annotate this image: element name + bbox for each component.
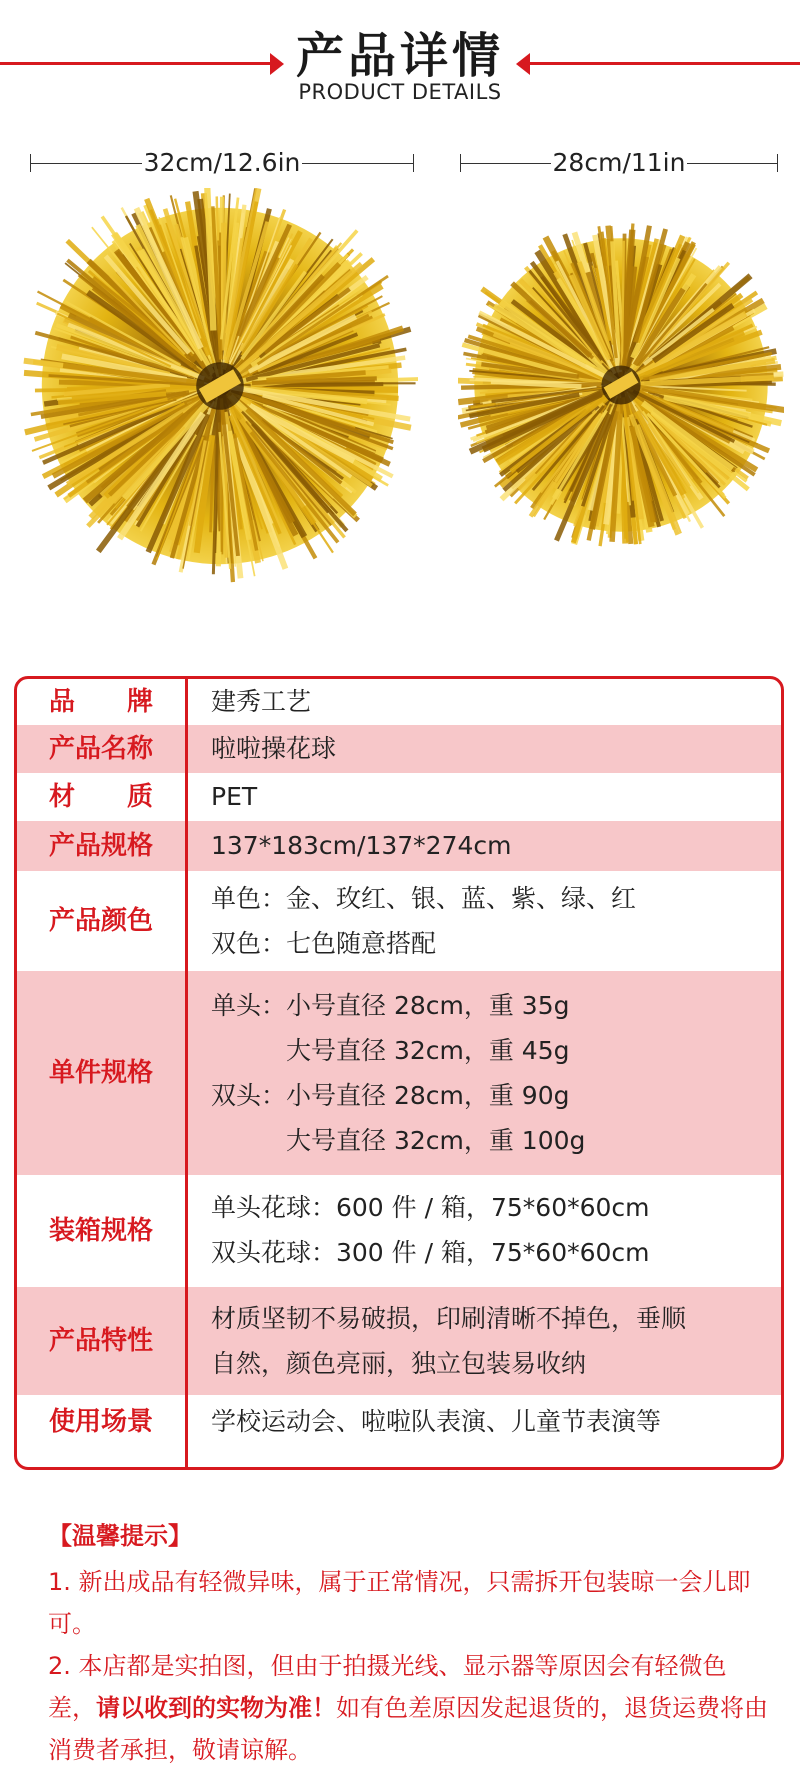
table-row [17, 821, 784, 871]
dimension-small [460, 148, 778, 178]
row-value [211, 1185, 650, 1275]
dimension-large-label: 32cm/12.6in [143, 148, 301, 177]
tips-emphasis: 请以收到的实物为准！ [96, 1694, 336, 1722]
value-line: 双头：小号直径 28cm，重 90g [211, 1081, 570, 1110]
table-row [17, 773, 784, 821]
table-row [17, 871, 784, 971]
row-label-features: 产品特性 [48, 1326, 153, 1356]
value-line: PET [211, 782, 258, 811]
row-label-packing: 装箱规格 [48, 1216, 153, 1246]
row-value [211, 1399, 661, 1444]
row-value [211, 774, 257, 819]
row-label-unit-spec: 单件规格 [48, 1058, 153, 1088]
row-label-brand: 品 牌 [48, 687, 153, 717]
section-header [0, 0, 800, 120]
header-rule-right [528, 62, 800, 65]
value-line: 单头花球：600 件 / 箱，75*60*60cm [211, 1193, 650, 1222]
dimension-label-wrap [30, 148, 414, 178]
table-row [17, 1287, 784, 1395]
pompom-large-image [22, 188, 418, 584]
value-line: 自然，颜色亮丽，独立包装易收纳 [211, 1349, 587, 1378]
value-line: 啦啦操花球 [211, 734, 337, 763]
dimension-large [30, 148, 414, 178]
tips-line-2-tail: 如有色差原因发起退货的，退货运费将由消费者承担，敬请谅解。 [48, 1694, 768, 1764]
value-line: 单头：小号直径 28cm，重 35g [211, 991, 570, 1020]
table-row [17, 679, 784, 725]
value-line: 双色：七色随意搭配 [211, 929, 437, 958]
dimension-small-label: 28cm/11in [552, 148, 686, 177]
row-value [211, 1296, 686, 1386]
row-value [211, 823, 512, 868]
value-line: 材质坚韧不易破损，印刷清晰不掉色，垂顺 [211, 1304, 687, 1333]
value-line: 大号直径 32cm，重 100g [211, 1126, 586, 1155]
tips-line-2-text: 2. 本店都是实拍图，但由于拍摄光线、显示器等原因会有轻微色差， [48, 1652, 727, 1722]
value-line: 建秀工艺 [211, 687, 312, 716]
table-row [17, 1175, 784, 1287]
tips-line-2 [48, 1645, 768, 1771]
row-value [211, 726, 336, 771]
value-line: 双头花球：300 件 / 箱，75*60*60cm [211, 1238, 650, 1267]
page-title: 产品详情 [295, 28, 504, 84]
dimension-label-wrap [460, 148, 778, 178]
row-value [211, 876, 636, 966]
table-row [17, 971, 784, 1175]
pompom-small-image [458, 222, 784, 548]
tips-line-1: 1. 新出成品有轻微异味，属于正常情况，只需拆开包装晾一会儿即可。 [48, 1568, 751, 1638]
row-label-size: 产品规格 [48, 831, 153, 861]
value-line: 大号直径 32cm，重 45g [211, 1036, 570, 1065]
row-label-usage: 使用场景 [48, 1407, 153, 1437]
value-line: 单色：金、玫红、银、蓝、紫、绿、红 [211, 884, 637, 913]
row-label-color: 产品颜色 [48, 906, 153, 936]
row-label-material: 材 质 [48, 782, 153, 812]
value-line: 137*183cm/137*274cm [211, 831, 512, 860]
page-subtitle: PRODUCT DETAILS [298, 80, 502, 104]
table-row [17, 725, 784, 773]
tips-section [48, 1515, 768, 1771]
table-divider [185, 679, 188, 1470]
row-value [211, 983, 585, 1163]
table-row [17, 1395, 784, 1470]
row-value [211, 679, 311, 724]
spec-table [14, 676, 784, 1470]
tips-heading: 【温馨提示】 [48, 1522, 192, 1550]
row-label-name: 产品名称 [48, 734, 153, 764]
value-line: 学校运动会、啦啦队表演、儿童节表演等 [211, 1407, 662, 1436]
